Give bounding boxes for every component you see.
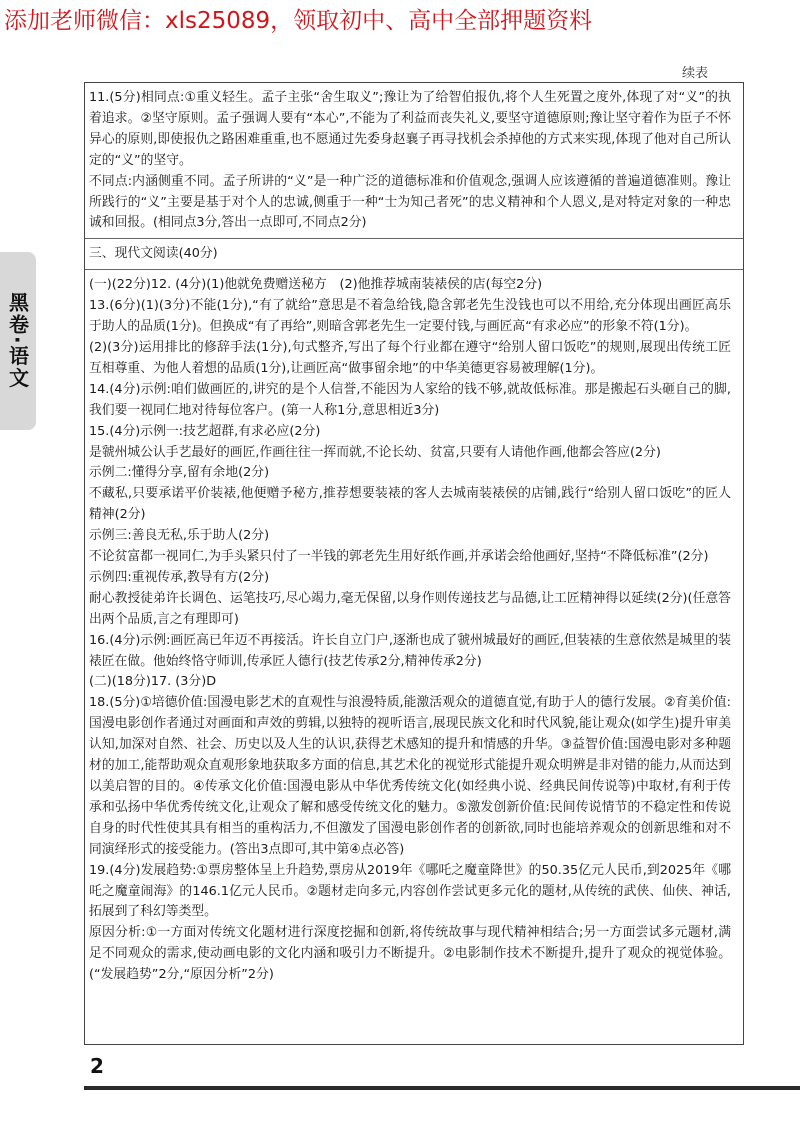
q18-answer: 18.(5分)①培德价值:国漫电影艺术的直观性与浪漫特质,能激活观众的道德直觉,有助于人的德行发展。②育美价值:国漫电影创作者通过对画面和声效的剪辑,以独特的视听语言,展现民族文化和时代风貌,能让观众(如学生)提升审美认知,加深对自然、社会、历史以及人生的认识,获得艺术感知的提升和情感的升华。③益智价值:国漫电影对多种题材的加工,能帮助观众直观形象地获取多方面的信息,其艺术化的视觉形式能提升观众明辨是非对错的能力,从而达到以美启智的目的。④传承文化价值:国漫电影从中华优秀传统文化(如经典小说、经典民间传说等)中取材,有利于传承和弘扬中华优秀传统文化,让观众了解和感受传统文化的魅力。⑤激发创新价值:民间传说情节的不稳定性和传说自身的时代性使其具有相当的重构活力,不但激发了国漫电影创作者的创新欲,同时也能培养观众的创新思维和对不同演绎形式的接受能力。(答出3点即可,其中第④点必答) [89,695,731,857]
q15-example1-title: 15.(4分)示例一:技艺超群,有求必应(2分) [89,423,321,439]
q19-answer-trends: 19.(4分)发展趋势:①票房整体呈上升趋势,票房从2019年《哪吒之魔童降世》的50.35亿元人民币,到2025年《哪吒之魔童闹海》的146.1亿元人民币。②题材走向多元,内容创作尝试更多元化的题材,从传统的武侠、仙侠、神话,拓展到了科幻等类型。 [89,862,731,920]
q11-answer-differences: 不同点:内涵侧重不同。孟子所讲的“义”是一种广泛的道德标准和价值观念,强调人应该遵循的普遍道德准则。豫让所践行的“义”主要是基于对个人的忠诚,侧重于一种“士为知己者死”的忠义精神和个人恩义,是对特定对象的一种忠诚和回报。(相同点3分,答出一点即可,不同点2分) [89,173,731,231]
promo-banner: 添加老师微信：xls25089，领取初中、高中全部押题资料 [4,8,593,34]
q15-example3-text: 不论贫富都一视同仁,为手头紧只付了一半钱的郭老先生用好纸作画,并承诺会给他画好,坚持“不降低标准”(2分) [89,549,709,565]
q15-example4-text: 耐心教授徒弟许长调色、运笔技巧,尽心竭力,毫无保留,以身作则传递技艺与品德,让工匠精神得以延续(2分)(任意答出两个品质,言之有理即可) [89,590,731,627]
q12-answer: (一)(22分)12. (4分)(1)他就免费赠送秘方 (2)他推荐城南装裱侯的店(每空2分) [89,277,543,293]
answer-row-section3 [85,239,743,270]
q13-answer-part1: 13.(6分)(1)(3分)不能(1分),“有了就给”意思是不着急给钱,隐含郭老先生没钱也可以不用给,充分体现出画匠高乐于助人的品质(1分)。但换成“有了再给”,则暗含郭老先生一定要付钱,与画匠高“有求必应”的形象不符(1分)。 [89,298,731,335]
subject-side-tab [0,252,36,430]
answer-row-q11 [85,83,743,239]
footer-rule [84,1086,800,1090]
q15-example4-title: 示例四:重视传承,教导有方(2分) [89,569,270,585]
subject-side-tab-label: 黑卷·语文 [5,292,30,390]
q16-answer: 16.(4分)示例:画匠高已年迈不再接活。许长自立门户,逐渐也成了虢州城最好的画匠,但装裱的生意依然是城里的装裱匠在做。他始终恪守师训,传承匠人德行(技艺传承2分,精神传承2分) [89,632,731,669]
q11-answer-similarities: 11.(5分)相同点:①重义轻生。孟子主张“舍生取义”;豫让为了给智伯报仇,将个人生死置之度外,体现了对“义”的执着追求。②坚守原则。孟子强调人要有“本心”,不能为了利益而丧失礼义,要坚守道德原则;豫让坚守着作为臣子不怀异心的原则,即使报仇之路困难重重,也不愿通过先委身赵襄子再寻找机会杀掉他的方式来实现,体现了他对自己所认定的“义”的坚守。 [89,90,731,168]
answer-row-section3-answers [85,270,743,990]
q14-answer: 14.(4分)示例:咱们做画匠的,讲究的是个人信誉,不能因为人家给的钱不够,就故低标准。那是搬起石头砸自己的脚,我们要一视同仁地对待每位客户。(第一人称1分,意思相近3分) [89,381,731,418]
q19-answer-reasons: 原因分析:①一方面对传统文化题材进行深度挖掘和创新,将传统故事与现代精神相结合;另一方面尝试多元题材,满足不同观众的需求,使动画电影的文化内涵和吸引力不断提升。②电影制作技术不断提升,提升了观众的视觉体验。(“发展趋势”2分,“原因分析”2分) [89,925,731,983]
q15-example2-text: 不藏私,只要承诺平价装裱,他便赠予秘方,推荐想要装裱的客人去城南装裱侯的店铺,践行“给别人留口饭吃”的匠人精神(2分) [89,486,731,523]
q17-answer: (二)(18分)17. (3分)D [89,674,217,690]
q13-answer-part2: (2)(3分)运用排比的修辞手法(1分),句式整齐,写出了每个行业都在遵守“给别人留口饭吃”的规则,展现出传统工匠互相尊重、为他人着想的品质(1分),让画匠高“做事留余地”的中华美德更容易被理解(1分)。 [89,339,731,376]
page-number: 2 [90,1054,104,1078]
section-heading: 三、现代文阅读(40分) [89,246,218,262]
q15-example3-title: 示例三:善良无私,乐于助人(2分) [89,528,270,544]
q15-example2-title: 示例二:懂得分享,留有余地(2分) [89,465,270,481]
answer-table [84,82,744,1045]
continued-label: 续表 [681,66,708,81]
q15-example1-text: 是虢州城公认手艺最好的画匠,作画往往一挥而就,不论长幼、贫富,只要有人请他作画,他都会答应(2分) [89,444,661,460]
